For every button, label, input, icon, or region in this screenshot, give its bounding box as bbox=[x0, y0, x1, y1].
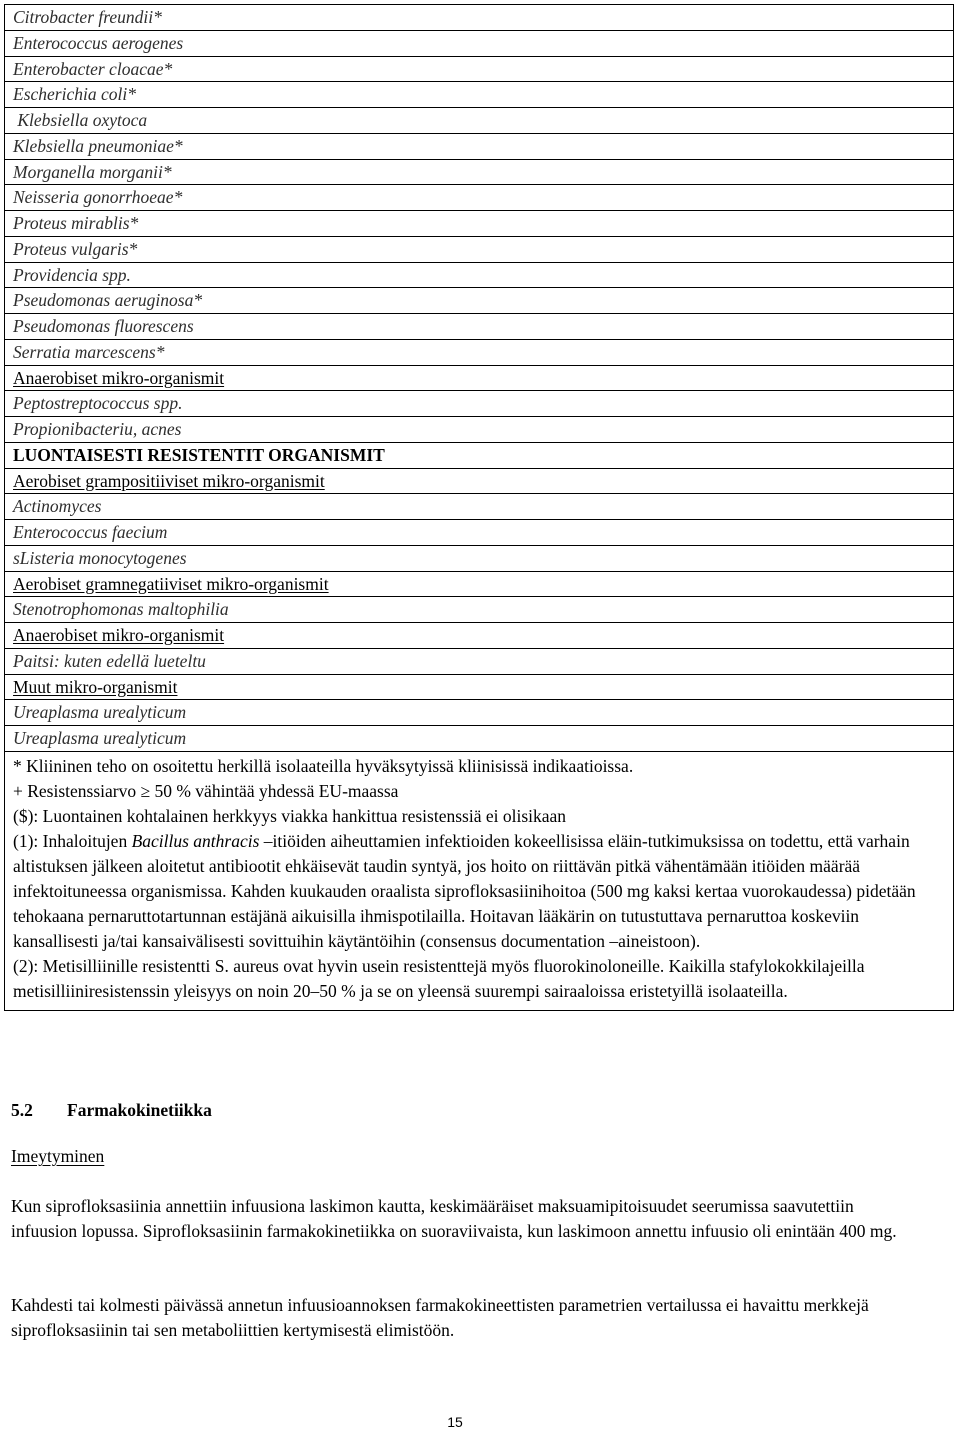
footnote-intrinsic: ($): Luontainen kohtalainen herkkyys viakka hankittua resistenssiä ei olisikaan bbox=[13, 805, 567, 826]
organism-label: Enterobacter cloacae* bbox=[13, 58, 173, 79]
footnote-mrsa: (2): Metisilliinille resistentti S. aureus ovat hyvin usein resistenttejä myös fluorokinoloneille. Kaikilla stafylokokkilajeilla metisilliiniresistenssin yleisyys on noin 20–50 % ja se on yleensä suurempi sairaaloissa eristetyillä isolaateilla. bbox=[13, 955, 865, 1001]
table-row bbox=[5, 494, 953, 520]
table-row bbox=[5, 185, 953, 211]
section-number: 5.2 bbox=[11, 1100, 33, 1120]
paragraph-accumulation: Kahdesti tai kolmesti päivässä annetun infuusioannoksen farmakokineettisten parametrien vertailussa ei havaittu merkkejä siprofloksasiinin tai sen metaboliittien kertymisestä elimistöön. bbox=[11, 1295, 869, 1340]
organism-label: Aerobiset grampositiiviset mikro-organismit bbox=[13, 470, 325, 491]
table-row bbox=[5, 546, 953, 572]
organism-label: Klebsiella oxytoca bbox=[13, 110, 148, 130]
table-rows bbox=[5, 5, 953, 752]
table-row bbox=[5, 134, 953, 160]
table-row bbox=[5, 160, 953, 186]
organism-label: Morganella morganii* bbox=[13, 161, 172, 182]
subheading-absorption: Imeytyminen bbox=[11, 1146, 105, 1166]
table-row bbox=[5, 366, 953, 392]
organism-label: Neisseria gonorrhoeae* bbox=[13, 187, 183, 208]
table-row bbox=[5, 675, 953, 701]
organism-label: Pseudomonas aeruginosa* bbox=[13, 290, 203, 311]
organism-label: Actinomyces bbox=[13, 496, 102, 517]
section-heading bbox=[11, 1100, 212, 1121]
footnote-clinical: * Kliininen teho on osoitettu herkillä isolaateilla hyväksytyissä kliinisissä indikaatioissa. bbox=[13, 755, 634, 776]
footnote-resistance: + Resistenssiarvo ≥ 50 % vähintää yhdessä EU-maassa bbox=[13, 780, 399, 801]
table-row bbox=[5, 623, 953, 649]
organism-label: Propionibacteriu, acnes bbox=[13, 419, 182, 439]
table-row bbox=[5, 263, 953, 289]
organism-label: sListeria monocytogenes bbox=[13, 547, 187, 568]
organism-label: Ureaplasma urealyticum bbox=[13, 702, 187, 723]
table-row bbox=[5, 572, 953, 598]
organism-label: Stenotrophomonas maltophilia bbox=[13, 599, 229, 620]
susceptibility-table bbox=[4, 4, 954, 1011]
table-row bbox=[5, 211, 953, 237]
organism-label: Pseudomonas fluorescens bbox=[13, 316, 194, 336]
table-row bbox=[5, 5, 953, 31]
organism-label: Citrobacter freundii* bbox=[13, 7, 162, 27]
table-row bbox=[5, 237, 953, 263]
organism-label: Ureaplasma urealyticum bbox=[13, 728, 187, 748]
table-row bbox=[5, 108, 953, 134]
organism-label: Muut mikro-organismit bbox=[13, 676, 178, 697]
organism-label: Aerobiset gramnegatiiviset mikro-organismit bbox=[13, 573, 329, 594]
table-row bbox=[5, 82, 953, 108]
table-row bbox=[5, 726, 953, 752]
organism-label: Peptostreptococcus spp. bbox=[13, 393, 183, 414]
section-title: Farmakokinetiikka bbox=[67, 1100, 212, 1120]
organism-label: Escherichia coli* bbox=[13, 84, 136, 105]
organism-label: Proteus mirablis* bbox=[13, 213, 139, 233]
table-row bbox=[5, 340, 953, 366]
table-row bbox=[5, 288, 953, 314]
table-row bbox=[5, 700, 953, 726]
table-row bbox=[5, 469, 953, 495]
footnote-anthrax: (1): Inhaloitujen Bacillus anthracis –itiöiden aiheuttamien infektioiden kokeellisissa eläin-tutkimuksissa on todettu, että varhain altistuksen jälkeen aloitetut antibiootit ehkäisevät taudin syntyä, jos hoito on riittävän pitkä vähentämään itiöiden määrää infektoituneessa organismissa. Kahden kuukauden oraalista siprofloksasiinihoitoa (500 mg kaksi kertaa vuorokaudessa) pidetään tehokaana pernaruttotartunnan estäjänä aikuisilla ihmispotilailla. Hoitavan lääkärin on tutustuttava pernaruttoa koskeviin kansallisesti ja/tai kansaivälisesti sovittuihin käytäntöihin (consensus documentation –aineistoon). bbox=[13, 830, 916, 951]
organism-label: Klebsiella pneumoniae* bbox=[13, 135, 183, 156]
table-row bbox=[5, 417, 953, 443]
page-number: 15 bbox=[447, 1414, 463, 1430]
organism-label: Paitsi: kuten edellä lueteltu bbox=[13, 650, 206, 671]
organism-label: Proteus vulgaris* bbox=[13, 238, 138, 259]
organism-label: Anaerobiset mikro-organismit bbox=[13, 367, 225, 388]
organism-label: LUONTAISESTI RESISTENTIT ORGANISMIT bbox=[13, 444, 385, 465]
organism-label: Enterococcus faecium bbox=[13, 522, 168, 542]
table-row bbox=[5, 31, 953, 57]
table-row bbox=[5, 649, 953, 675]
table-row bbox=[5, 314, 953, 340]
paragraph-infusion: Kun siprofloksasiinia annettiin infuusiona laskimon kautta, keskimääräiset maksuamipitoisuudet seerumissa saavutettiin infuusion lopussa. Siprofloksasiinin farmakokinetiikka on suoraviivaista, kun laskimoon annettu infuusio oli enintään 400 mg. bbox=[11, 1196, 897, 1241]
table-row bbox=[5, 597, 953, 623]
table-row bbox=[5, 520, 953, 546]
table-row bbox=[5, 391, 953, 417]
organism-label: Serratia marcescens* bbox=[13, 341, 165, 362]
organism-label: Enterococcus aerogenes bbox=[13, 32, 184, 53]
organism-label: Providencia spp. bbox=[13, 264, 131, 285]
organism-label: Anaerobiset mikro-organismit bbox=[13, 625, 225, 645]
table-row bbox=[5, 57, 953, 83]
table-footnotes bbox=[5, 752, 953, 1010]
table-row bbox=[5, 443, 953, 469]
